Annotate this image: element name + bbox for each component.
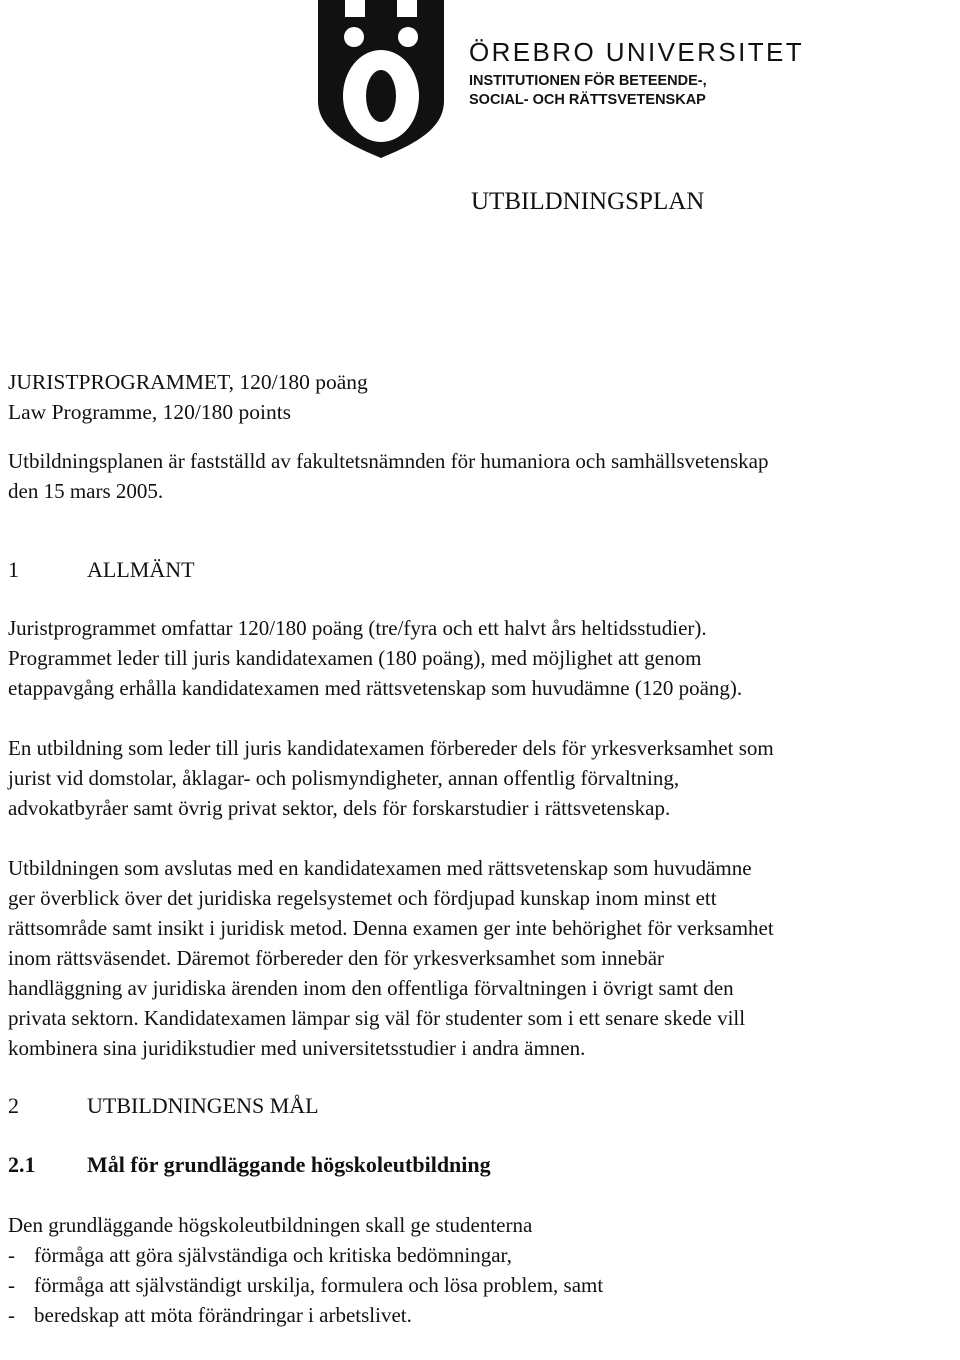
established-line-1: Utbildningsplanen är fastställd av fakultetsnämnden för humaniora och samhällsvetenskap	[8, 449, 769, 473]
goals-list	[8, 1240, 956, 1330]
list-intro: Den grundläggande högskoleutbildningen skall ge studenterna	[8, 1213, 533, 1237]
paragraph-line: kombinera sina juridikstudier med universitetsstudier i andra ämnen.	[8, 1036, 586, 1060]
university-header	[469, 36, 804, 110]
paragraph-line: Programmet leder till juris kandidatexamen (180 poäng), med möjlighet att genom	[8, 646, 702, 670]
document-title: UTBILDNINGSPLAN	[471, 188, 705, 215]
department-name	[469, 72, 804, 110]
paragraph-line: Utbildningen som avslutas med en kandidatexamen med rättsvetenskap som huvudämne	[8, 856, 752, 880]
list-item-text: beredskap att möta förändringar i arbetslivet.	[34, 1303, 412, 1327]
section-heading-allmant	[8, 555, 956, 585]
programme-title-en: Law Programme, 120/180 points	[8, 400, 292, 424]
paragraph-line: Juristprogrammet omfattar 120/180 poäng (tre/fyra och ett halvt års heltidsstudier).	[8, 616, 707, 640]
university-shield-logo-icon	[318, 0, 444, 158]
paragraph-line: jurist vid domstolar, åklagar- och polismyndigheter, annan offentlig förvaltning,	[8, 766, 680, 790]
established-line-2: den 15 mars 2005.	[8, 479, 164, 503]
paragraph-line: En utbildning som leder till juris kandidatexamen förbereder dels för yrkesverksamhet som	[8, 736, 774, 760]
paragraph-line: rättsområde samt insikt i juridisk metod. Denna examen ger inte behörighet för verksamhet	[8, 916, 774, 940]
paragraph-allmant-3	[8, 853, 956, 1063]
list-item-text: förmåga att göra självständiga och kritiska bedömningar,	[34, 1243, 512, 1267]
list-item	[8, 1300, 956, 1330]
paragraph-line: advokatbyråer samt övrig privat sektor, dels för forskarstudier i rättsvetenskap.	[8, 796, 671, 820]
paragraph-allmant-1	[8, 613, 956, 703]
paragraph-line: privata sektorn. Kandidatexamen lämpar sig väl för studenter som i ett senare skede vill	[8, 1006, 746, 1030]
list-item	[8, 1270, 956, 1300]
department-line-1: INSTITUTIONEN FÖR BETEENDE-,	[469, 73, 707, 89]
document-body	[8, 367, 956, 1330]
department-line-2: SOCIAL- OCH RÄTTSVETENSKAP	[469, 92, 706, 108]
paragraph-line: ger överblick över det juridiska regelsystemet och fördjupad kunskap inom minst ett	[8, 886, 717, 910]
subsection-title: Mål för grundläggande högskoleutbildning	[87, 1152, 491, 1177]
list-item-text: förmåga att självständigt urskilja, formulera och lösa problem, samt	[34, 1273, 604, 1297]
section-number: 1	[8, 557, 19, 582]
subsection-heading-grundlaggande	[8, 1150, 956, 1180]
paragraph-line: handläggning av juridiska ärenden inom den offentliga förvaltningen i övrigt samt den	[8, 976, 734, 1000]
paragraph-allmant-2	[8, 733, 956, 823]
list-item	[8, 1240, 956, 1270]
subsection-number: 2.1	[8, 1152, 36, 1177]
paragraph-line: inom rättsväsendet. Däremot förbereder den för yrkesverksamhet som innebär	[8, 946, 665, 970]
section-number: 2	[8, 1093, 19, 1118]
list-dash: -	[8, 1303, 15, 1327]
list-dash: -	[8, 1243, 15, 1267]
list-dash: -	[8, 1273, 15, 1297]
section-title: ALLMÄNT	[87, 557, 195, 582]
section-heading-utbildningens-mal	[8, 1091, 956, 1121]
paragraph-line: etappavgång erhålla kandidatexamen med rättsvetenskap som huvudämne (120 poäng).	[8, 676, 743, 700]
section-title: UTBILDNINGENS MÅL	[87, 1093, 319, 1118]
programme-title-sv: JURISTPROGRAMMET, 120/180 poäng	[8, 370, 368, 394]
university-name: ÖREBRO UNIVERSITET	[469, 37, 805, 67]
